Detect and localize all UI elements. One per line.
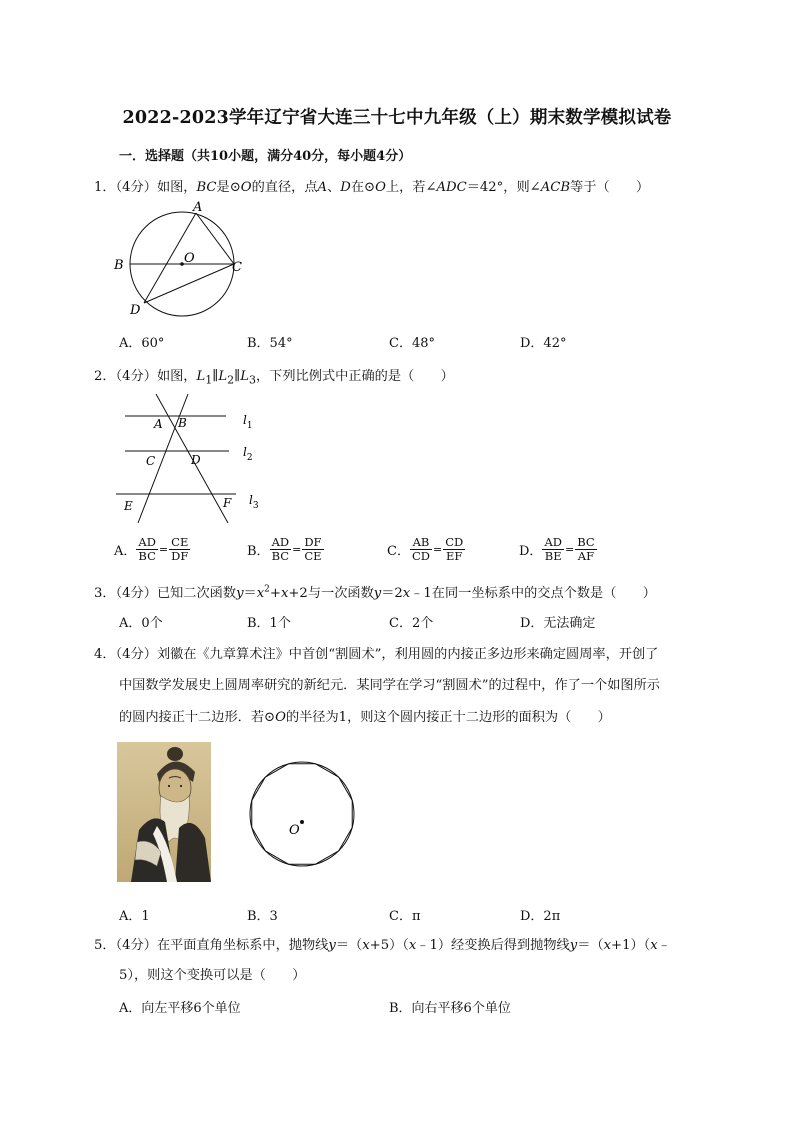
q4-option-c[interactable]: C．π: [389, 909, 421, 924]
portrait-image: [117, 742, 211, 882]
label-D: D: [191, 453, 201, 467]
label-l1: $l_1$: [243, 413, 253, 431]
label-l2: $l_2$: [243, 445, 253, 463]
q3-option-b[interactable]: B．1个: [247, 616, 291, 631]
q2-option-c[interactable]: C． $\frac{AB}{CD}$ = $\frac{CD}{EF}$: [387, 535, 464, 563]
figure-circle-q1: [108, 200, 258, 320]
q3-option-d[interactable]: D．无法确定: [520, 616, 596, 631]
q4-option-d[interactable]: D．2π: [520, 909, 561, 924]
q1-option-a[interactable]: A．60°: [119, 336, 165, 351]
label-A: A: [154, 417, 163, 431]
section-heading: 一．选择题（共10小题，满分40分，每小题4分）: [119, 149, 412, 164]
q1-option-b[interactable]: B．54°: [247, 336, 293, 351]
question-4-line-2: 中国数学发展史上圆周率研究的新纪元．某同学在学习“割圆术”的过程中，作了一个如图所示: [119, 678, 660, 693]
question-4-line-3: 的圆内接正十二边形．若⊙O的半径为1，则这个圆内接正十二边形的面积为（ ）: [119, 710, 611, 725]
q2-option-a[interactable]: A． $\frac{AD}{BC}$ = $\frac{CE}{DF}$: [114, 535, 189, 563]
q3-option-c[interactable]: C．2个: [389, 616, 434, 631]
label-O: O: [184, 251, 195, 266]
label-F: F: [223, 496, 232, 510]
q3-option-a[interactable]: A．0个: [119, 616, 163, 631]
question-1-stem: 1．（4分）如图，BC是⊙O的直径，点A、D在⊙O上，若∠ADC＝42°，则∠ACB等于（ ）: [94, 180, 650, 195]
q5-option-b[interactable]: B．向右平移6个单位: [389, 1001, 511, 1016]
label-B: B: [114, 258, 124, 273]
page-title: 2022-2023学年辽宁省大连三十七中九年级（上）期末数学模拟试卷: [122, 108, 672, 128]
label-l3: $l_3$: [249, 493, 259, 511]
figure-dodecagon-q4: [248, 760, 358, 870]
question-5-line-2: 5），则这个变换可以是（ ）: [119, 968, 306, 983]
figure-parallel-lines-q2: [110, 390, 270, 530]
label-D: D: [130, 303, 141, 318]
q5-option-a[interactable]: A．向左平移6个单位: [119, 1001, 241, 1016]
q2-option-d[interactable]: D． $\frac{AD}{BE}$ = $\frac{BC}{AF}$: [519, 535, 595, 563]
q4-option-a[interactable]: A．1: [119, 909, 150, 924]
question-3-stem: 3．（4分）已知二次函数$y=x^2+x+2$与一次函数y＝2x﹣1在同一坐标系中的交点个数是（ ）: [94, 584, 656, 601]
q1-option-c[interactable]: C．48°: [389, 336, 435, 351]
label-A: A: [193, 200, 203, 215]
q2-option-b[interactable]: B． $\frac{AD}{BC}$ = $\frac{DF}{CE}$: [247, 535, 322, 563]
question-4-line-1: 4．（4分）刘徽在《九章算术注》中首创“割圆术”，利用圆的内接正多边形来确定圆周率，开创了: [94, 647, 659, 662]
label-E: E: [124, 499, 133, 513]
question-5-line-1: 5．（4分）在平面直角坐标系中，抛物线y＝（x+5）（x﹣1）经变换后得到抛物线y＝（x+1）（x﹣: [94, 938, 671, 953]
q4-option-b[interactable]: B．3: [247, 909, 278, 924]
label-O: O: [289, 823, 300, 838]
label-B: B: [178, 416, 187, 430]
q1-option-d[interactable]: D．42°: [520, 336, 567, 351]
label-C: C: [146, 454, 156, 468]
question-2-stem: 2．（4分）如图，$L_1\parallel L_2\parallel L_3$，下列比例式中正确的是（ ）: [94, 369, 454, 387]
label-C: C: [232, 260, 242, 275]
